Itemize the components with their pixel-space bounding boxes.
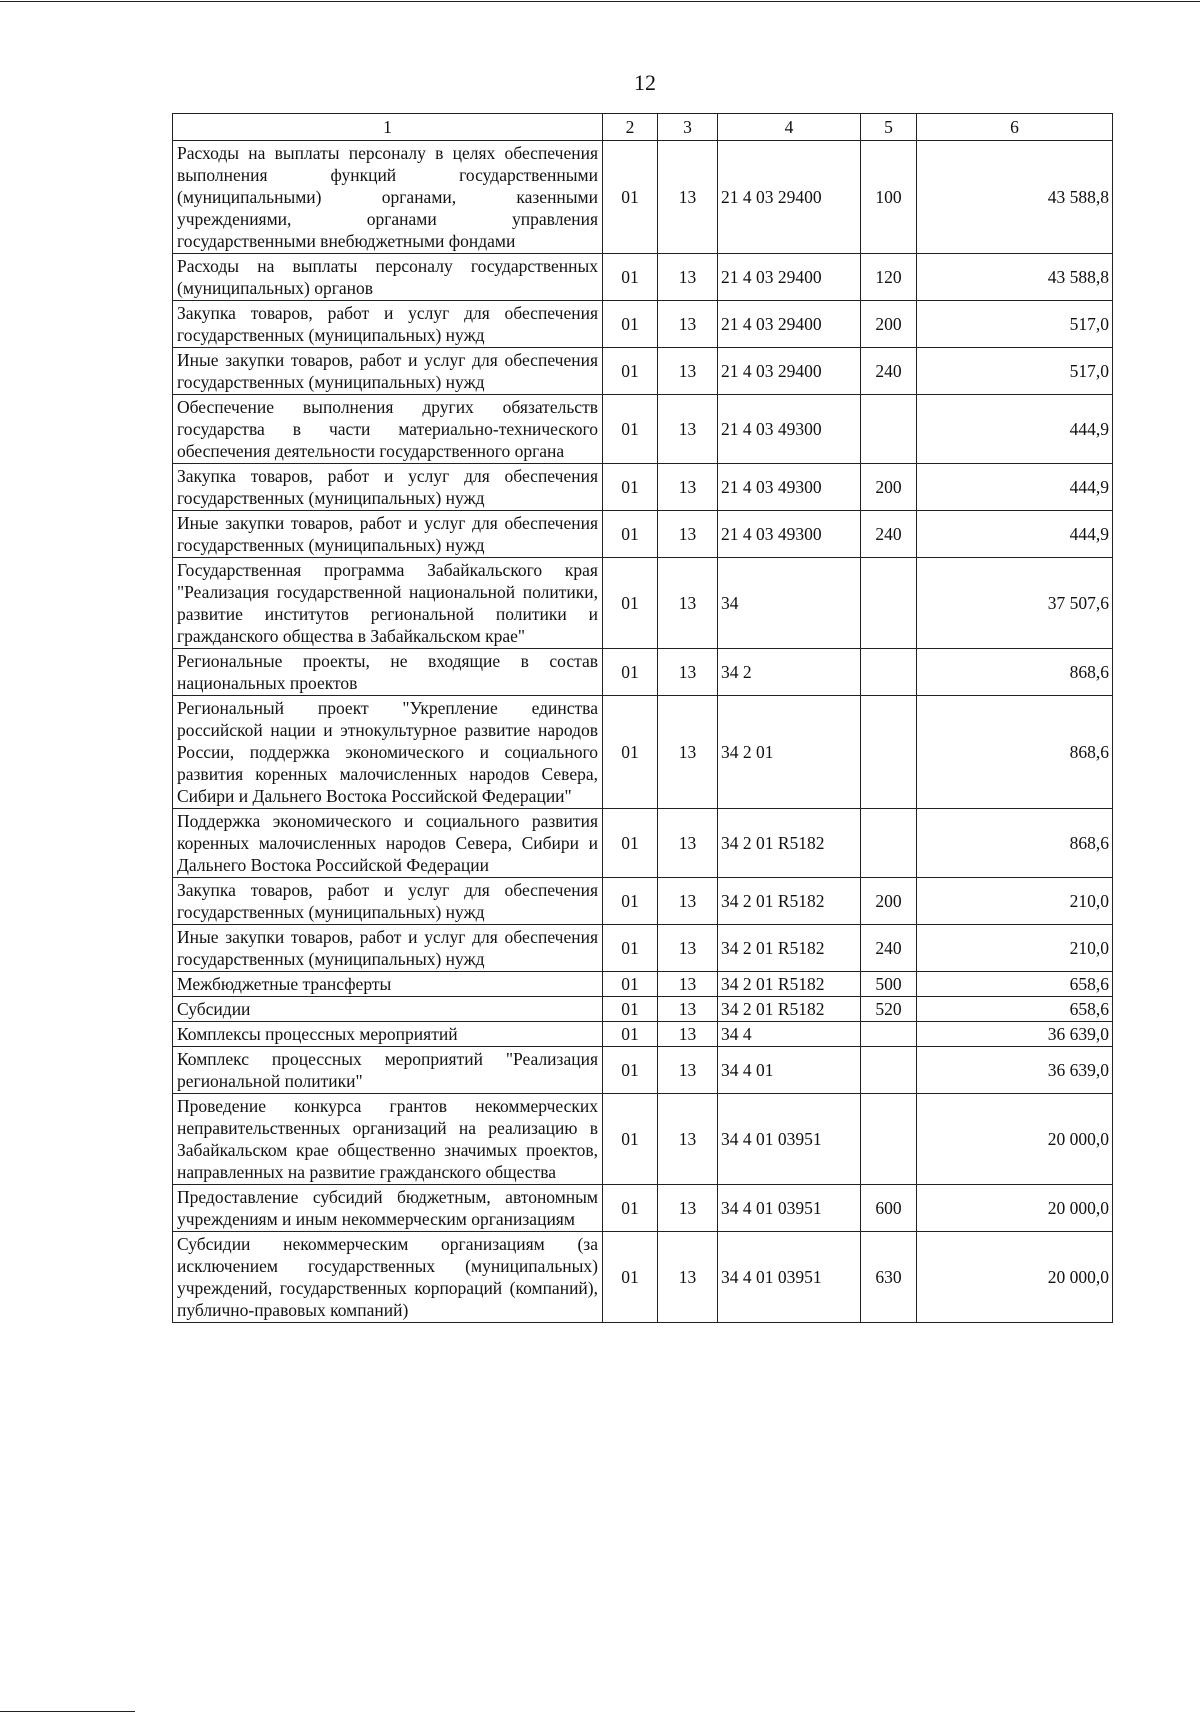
target-article-cell: 34 4 01 03951: [718, 1094, 861, 1185]
row-name-cell: Предоставление субсидий бюджетным, автономным учреждениям и иным некоммерческим организациям: [173, 1185, 603, 1232]
row-name-cell: Закупка товаров, работ и услуг для обеспечения государственных (муниципальных) нужд: [173, 878, 603, 925]
table-row: [173, 464, 1113, 511]
column-header: 5: [861, 114, 917, 141]
row-name-cell: Региональный проект "Укрепление единства российской нации и этнокультурное развитие народов России, поддержка экономического и социального развития коренных малочисленных народов Севера, Сибири и Дальнего Востока Российской Федерации": [173, 696, 603, 809]
section-cell: 01: [603, 464, 658, 511]
target-article-cell: 34: [718, 558, 861, 649]
subsection-cell: 13: [658, 696, 718, 809]
amount-cell: 868,6: [917, 809, 1113, 878]
target-article-cell: 34 4 01 03951: [718, 1232, 861, 1323]
table-row: [173, 972, 1113, 997]
row-name-cell: Иные закупки товаров, работ и услуг для обеспечения государственных (муниципальных) нужд: [173, 511, 603, 558]
section-cell: 01: [603, 972, 658, 997]
row-name-cell: Субсидии некоммерческим организациям (за исключением государственных (муниципальных) учреждений, государственных корпораций (компаний), публично-правовых компаний): [173, 1232, 603, 1323]
amount-cell: 517,0: [917, 301, 1113, 348]
amount-cell: 658,6: [917, 972, 1113, 997]
table-row: [173, 1047, 1113, 1094]
section-cell: 01: [603, 348, 658, 395]
row-name-cell: Комплексы процессных мероприятий: [173, 1022, 603, 1047]
subsection-cell: 13: [658, 925, 718, 972]
target-article-cell: 34 4 01 03951: [718, 1185, 861, 1232]
amount-cell: 36 639,0: [917, 1022, 1113, 1047]
expense-type-cell: 520: [861, 997, 917, 1022]
amount-cell: 20 000,0: [917, 1185, 1113, 1232]
target-article-cell: 34 2 01: [718, 696, 861, 809]
section-cell: 01: [603, 301, 658, 348]
section-cell: 01: [603, 1094, 658, 1185]
amount-cell: 210,0: [917, 925, 1113, 972]
target-article-cell: 21 4 03 29400: [718, 348, 861, 395]
section-cell: 01: [603, 649, 658, 696]
column-header: 1: [173, 114, 603, 141]
row-name-cell: Комплекс процессных мероприятий "Реализация региональной политики": [173, 1047, 603, 1094]
column-header: 4: [718, 114, 861, 141]
section-cell: 01: [603, 925, 658, 972]
column-header: 3: [658, 114, 718, 141]
scan-top-edge-line: [0, 1, 1200, 2]
row-name-cell: Обеспечение выполнения других обязательств государства в части материально-технического обеспечения деятельности государственного органа: [173, 395, 603, 464]
section-cell: 01: [603, 878, 658, 925]
amount-cell: 517,0: [917, 348, 1113, 395]
expense-type-cell: [861, 809, 917, 878]
row-name-cell: Поддержка экономического и социального развития коренных малочисленных народов Севера, Сибири и Дальнего Востока Российской Федерации: [173, 809, 603, 878]
subsection-cell: 13: [658, 511, 718, 558]
row-name-cell: Государственная программа Забайкальского края "Реализация государственной национальной политики, развитие институтов региональной политики и гражданского общества в Забайкальском крае": [173, 558, 603, 649]
section-cell: 01: [603, 558, 658, 649]
table-row: [173, 997, 1113, 1022]
column-header: 2: [603, 114, 658, 141]
budget-table: [172, 113, 1113, 1323]
row-name-cell: Закупка товаров, работ и услуг для обеспечения государственных (муниципальных) нужд: [173, 464, 603, 511]
row-name-cell: Субсидии: [173, 997, 603, 1022]
row-name-cell: Закупка товаров, работ и услуг для обеспечения государственных (муниципальных) нужд: [173, 301, 603, 348]
target-article-cell: 34 2 01 R5182: [718, 809, 861, 878]
table-row: [173, 1232, 1113, 1323]
target-article-cell: 34 2: [718, 649, 861, 696]
section-cell: 01: [603, 395, 658, 464]
target-article-cell: 21 4 03 29400: [718, 301, 861, 348]
section-cell: 01: [603, 1022, 658, 1047]
expense-type-cell: [861, 1022, 917, 1047]
subsection-cell: 13: [658, 1047, 718, 1094]
amount-cell: 868,6: [917, 649, 1113, 696]
expense-type-cell: [861, 395, 917, 464]
row-name-cell: Расходы на выплаты персоналу государственных (муниципальных) органов: [173, 254, 603, 301]
amount-cell: 210,0: [917, 878, 1113, 925]
row-name-cell: Региональные проекты, не входящие в состав национальных проектов: [173, 649, 603, 696]
row-name-cell: Межбюджетные трансферты: [173, 972, 603, 997]
subsection-cell: 13: [658, 649, 718, 696]
target-article-cell: 21 4 03 29400: [718, 254, 861, 301]
target-article-cell: 34 4: [718, 1022, 861, 1047]
subsection-cell: 13: [658, 972, 718, 997]
expense-type-cell: 630: [861, 1232, 917, 1323]
subsection-cell: 13: [658, 395, 718, 464]
amount-cell: 43 588,8: [917, 141, 1113, 254]
section-cell: 01: [603, 511, 658, 558]
expense-type-cell: 500: [861, 972, 917, 997]
target-article-cell: 21 4 03 29400: [718, 141, 861, 254]
subsection-cell: 13: [658, 1022, 718, 1047]
amount-cell: 36 639,0: [917, 1047, 1113, 1094]
subsection-cell: 13: [658, 1185, 718, 1232]
row-name-cell: Проведение конкурса грантов некоммерческих неправительственных организаций на реализацию в Забайкальском крае общественно значимых проектов, направленных на развитие гражданского общества: [173, 1094, 603, 1185]
expense-type-cell: 200: [861, 878, 917, 925]
section-cell: 01: [603, 1047, 658, 1094]
table-row: [173, 141, 1113, 254]
amount-cell: 43 588,8: [917, 254, 1113, 301]
amount-cell: 444,9: [917, 511, 1113, 558]
table-row: [173, 254, 1113, 301]
table-row: [173, 696, 1113, 809]
expense-type-cell: 200: [861, 301, 917, 348]
table-row: [173, 511, 1113, 558]
column-header: 6: [917, 114, 1113, 141]
section-cell: 01: [603, 1232, 658, 1323]
table-row: [173, 925, 1113, 972]
expense-type-cell: 100: [861, 141, 917, 254]
amount-cell: 37 507,6: [917, 558, 1113, 649]
table-row: [173, 1094, 1113, 1185]
subsection-cell: 13: [658, 878, 718, 925]
target-article-cell: 34 2 01 R5182: [718, 972, 861, 997]
amount-cell: 658,6: [917, 997, 1113, 1022]
subsection-cell: 13: [658, 997, 718, 1022]
subsection-cell: 13: [658, 301, 718, 348]
expense-type-cell: [861, 1047, 917, 1094]
row-name-cell: Расходы на выплаты персоналу в целях обеспечения выполнения функций государственными (муниципальными) органами, казенными учреждениями, органами управления государственными внебюджетными фондами: [173, 141, 603, 254]
table-row: [173, 395, 1113, 464]
target-article-cell: 21 4 03 49300: [718, 395, 861, 464]
table-row: [173, 809, 1113, 878]
scan-bottom-edge-line: [0, 1711, 135, 1712]
table-row: [173, 301, 1113, 348]
row-name-cell: Иные закупки товаров, работ и услуг для обеспечения государственных (муниципальных) нужд: [173, 348, 603, 395]
expense-type-cell: [861, 696, 917, 809]
subsection-cell: 13: [658, 348, 718, 395]
amount-cell: 20 000,0: [917, 1094, 1113, 1185]
subsection-cell: 13: [658, 1094, 718, 1185]
subsection-cell: 13: [658, 141, 718, 254]
row-name-cell: Иные закупки товаров, работ и услуг для обеспечения государственных (муниципальных) нужд: [173, 925, 603, 972]
target-article-cell: 34 4 01: [718, 1047, 861, 1094]
expense-type-cell: 120: [861, 254, 917, 301]
table-row: [173, 649, 1113, 696]
table-row: [173, 878, 1113, 925]
amount-cell: 868,6: [917, 696, 1113, 809]
section-cell: 01: [603, 696, 658, 809]
expense-type-cell: [861, 649, 917, 696]
subsection-cell: 13: [658, 1232, 718, 1323]
amount-cell: 20 000,0: [917, 1232, 1113, 1323]
target-article-cell: 34 2 01 R5182: [718, 878, 861, 925]
expense-type-cell: [861, 558, 917, 649]
section-cell: 01: [603, 997, 658, 1022]
table-row: [173, 1185, 1113, 1232]
expense-type-cell: 600: [861, 1185, 917, 1232]
expense-type-cell: 240: [861, 925, 917, 972]
section-cell: 01: [603, 141, 658, 254]
page-number: 12: [634, 70, 656, 95]
amount-cell: 444,9: [917, 464, 1113, 511]
expense-type-cell: 240: [861, 348, 917, 395]
amount-cell: 444,9: [917, 395, 1113, 464]
table-row: [173, 348, 1113, 395]
expense-type-cell: [861, 1094, 917, 1185]
subsection-cell: 13: [658, 254, 718, 301]
expense-type-cell: 200: [861, 464, 917, 511]
target-article-cell: 21 4 03 49300: [718, 464, 861, 511]
section-cell: 01: [603, 1185, 658, 1232]
expense-type-cell: 240: [861, 511, 917, 558]
subsection-cell: 13: [658, 464, 718, 511]
target-article-cell: 21 4 03 49300: [718, 511, 861, 558]
subsection-cell: 13: [658, 558, 718, 649]
section-cell: 01: [603, 809, 658, 878]
table-row: [173, 558, 1113, 649]
target-article-cell: 34 2 01 R5182: [718, 925, 861, 972]
table-header-row: [173, 114, 1113, 141]
subsection-cell: 13: [658, 809, 718, 878]
target-article-cell: 34 2 01 R5182: [718, 997, 861, 1022]
section-cell: 01: [603, 254, 658, 301]
table-row: [173, 1022, 1113, 1047]
